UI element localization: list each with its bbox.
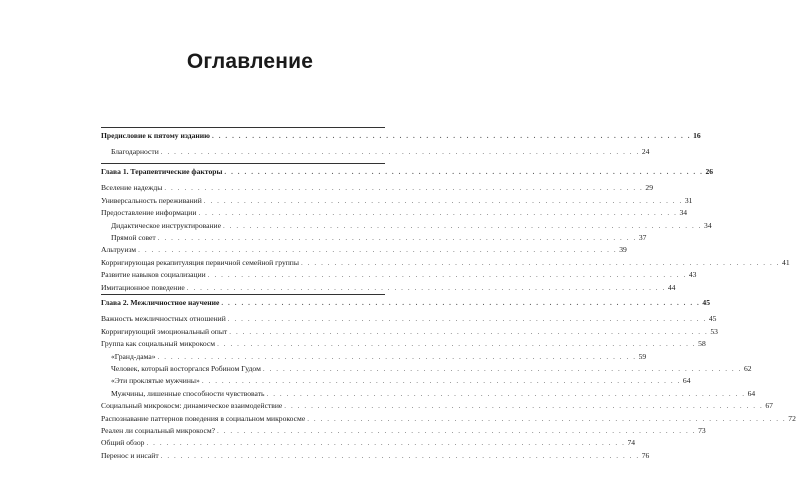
toc-entry-label: Социальный микрокосм: динамическое взаимодействие (101, 401, 283, 411)
toc-dot-leader: . . . . . . . . . . . . . . . . . . . . . . . . . . . . . . . . . . . . . . . . . . . . . . . . . . . . . . . . . . . . . . . . . . . . . . . . (221, 299, 701, 307)
toc-entry[interactable] (101, 297, 711, 309)
toc-entry-page: 72 (788, 413, 796, 423)
toc-dot-leader: . . . . . . . . . . . . . . . . . . . . . . . . . . . . . . . . . . . . . . . . . . . . . . . . . . . . . . . . . . . . . . . . . . . . . . . . (160, 451, 640, 460)
toc-entry-page: 45 (702, 298, 711, 307)
toc-entry-page: 59 (638, 351, 647, 361)
toc-entry[interactable] (111, 388, 756, 400)
toc-entry-page: 26 (705, 167, 714, 176)
toc-entry[interactable] (101, 195, 693, 207)
toc-entry[interactable] (101, 437, 636, 449)
toc-entry-page: 34 (679, 208, 688, 218)
toc-dot-leader: . . . . . . . . . . . . . . . . . . . . . . . . . . . . . . . . . . . . . . . . . . . . . . . . . . . . . . . . . . . . . . . . . . . . . . . . (198, 209, 678, 218)
toc-dot-leader: . . . . . . . . . . . . . . . . . . . . . . . . . . . . . . . . . . . . . . . . . . . . . . . . . . . . . . . . . . . . . . . . . . . . . . . . (222, 221, 703, 230)
toc-entry[interactable] (111, 220, 712, 232)
toc-entry[interactable] (101, 313, 717, 325)
toc-dot-leader: . . . . . . . . . . . . . . . . . . . . . . . . . . . . . . . . . . . . . . . . . . . . . . . . . . . . . . . . . . . . . . . . . . . . . . . . (138, 246, 618, 255)
toc-dot-leader: . . . . . . . . . . . . . . . . . . . . . . . . . . . . . . . . . . . . . . . . . . . . . . . . . . . . . . . . . . . . . . . . . . . . . . . . (217, 427, 697, 435)
toc-entry-page: 67 (765, 401, 773, 411)
toc-entry-page: 34 (704, 220, 712, 230)
toc-entry-page: 16 (693, 131, 701, 140)
toc-entry-label: Общий обзор (101, 438, 145, 448)
section-divider (101, 294, 385, 295)
toc-entry[interactable] (101, 269, 697, 281)
toc-entry-page: 62 (743, 364, 752, 373)
toc-entry-page: 73 (698, 426, 706, 435)
toc-entry-label: Мужчины, лишенные способности чувствовать (111, 388, 265, 398)
toc-entry[interactable] (101, 282, 676, 294)
toc-entry-page: 31 (684, 195, 693, 205)
toc-entry[interactable] (101, 400, 773, 412)
toc-dot-leader: . . . . . . . . . . . . . . . . . . . . . . . . . . . . . . . . . . . . . . . . . . . . . . . . . . . . . . . . . . . . . . . . . . . . . . . . (284, 402, 764, 411)
toc-dot-leader: . . . . . . . . . . . . . . . . . . . . . . . . . . . . . . . . . . . . . . . . . . . . . . . . . . . . . . . . . . . . . . . . . . . . . . . . (203, 196, 683, 205)
toc-entry[interactable] (101, 326, 718, 338)
toc-entry[interactable] (101, 413, 796, 425)
toc-dot-leader: . . . . . . . . . . . . . . . . . . . . . . . . . . . . . . . . . . . . . . . . . . . . . . . . . . . . . . . . . . . . . . . . . . . . . . . . (212, 132, 692, 140)
toc-entry[interactable] (101, 257, 790, 269)
table-of-contents (101, 0, 796, 500)
toc-entry-label: Дидактическое инструктирование (111, 220, 221, 230)
toc-dot-leader: . . . . . . . . . . . . . . . . . . . . . . . . . . . . . . . . . . . . . . . . . . . . . . . . . . . . . . . . . . . . . . . . . . . . . . . . (262, 365, 742, 373)
toc-entry-page: 39 (619, 245, 627, 255)
toc-entry[interactable] (101, 425, 706, 437)
toc-entry-label: Универсальность переживаний (101, 195, 202, 205)
toc-dot-leader: . . . . . . . . . . . . . . . . . . . . . . . . . . . . . . . . . . . . . . . . . . . . . . . . . . . . . . . . . . . . . . . . . . . . . . . . (217, 340, 697, 349)
toc-entry-label: Предисловие к пятому изданию (101, 131, 210, 140)
toc-entry-label: Реален ли социальный микрокосм? (101, 426, 215, 435)
toc-entry-page: 43 (688, 270, 697, 280)
toc-entry[interactable] (101, 244, 627, 256)
toc-entry-page: 45 (708, 314, 717, 324)
toc-entry[interactable] (101, 130, 701, 142)
toc-entry[interactable] (111, 363, 752, 375)
toc-dot-leader: . . . . . . . . . . . . . . . . . . . . . . . . . . . . . . . . . . . . . . . . . . . . . . . . . . . . . . . . . . . . . . . . . . . . . . . . (266, 389, 746, 398)
page-title: Оглавление (186, 50, 314, 73)
toc-dot-leader: . . . . . . . . . . . . . . . . . . . . . . . . . . . . . . . . . . . . . . . . . . . . . . . . . . . . . . . . . . . . . . . . . . . . . . . . (207, 271, 687, 280)
toc-dot-leader: . . . . . . . . . . . . . . . . . . . . . . . . . . . . . . . . . . . . . . . . . . . . . . . . . . . . . . . . . . . . . . . . . . . . . . . . (300, 258, 781, 267)
toc-entry-page: 74 (627, 438, 636, 448)
toc-entry[interactable] (101, 450, 650, 462)
toc-dot-leader: . . . . . . . . . . . . . . . . . . . . . . . . . . . . . . . . . . . . . . . . . . . . . . . . . . . . . . . . . . . . . . . . . . . . . . . . (224, 168, 704, 176)
toc-entry-page: 44 (667, 282, 676, 292)
toc-entry-label: Распознавание паттернов поведения в социальном микрокосме (101, 413, 306, 423)
section-divider (101, 127, 385, 128)
toc-entry[interactable] (101, 207, 688, 219)
toc-entry-page: 29 (645, 183, 653, 193)
toc-entry-label: Имитационное поведение (101, 282, 185, 292)
toc-entry[interactable] (111, 232, 647, 244)
toc-entry-label: Благодарности (111, 147, 159, 157)
toc-entry-page: 24 (641, 147, 650, 157)
toc-entry-page: 76 (641, 450, 650, 460)
toc-entry-label: «Гранд-дама» (111, 351, 156, 361)
toc-entry-label: Группа как социальный микрокосм (101, 339, 216, 349)
toc-dot-leader: . . . . . . . . . . . . . . . . . . . . . . . . . . . . . . . . . . . . . . . . . . . . . . . . . . . . . . . . . . . . . . . . . . . . . . . . (164, 184, 644, 193)
toc-entry[interactable] (101, 166, 714, 178)
toc-entry-label: Прямой совет (111, 233, 156, 242)
toc-entry-page: 41 (782, 257, 790, 267)
toc-dot-leader: . . . . . . . . . . . . . . . . . . . . . . . . . . . . . . . . . . . . . . . . . . . . . . . . . . . . . . . . . . . . . . . . . . . . . . . . (227, 315, 707, 324)
toc-entry[interactable] (111, 375, 691, 387)
toc-entry[interactable] (101, 182, 653, 194)
toc-entry-label: Человек, который восторгался Робином Гудом (111, 364, 261, 373)
toc-dot-leader: . . . . . . . . . . . . . . . . . . . . . . . . . . . . . . . . . . . . . . . . . . . . . . . . . . . . . . . . . . . . . . . . . . . . . . . . (157, 352, 637, 361)
toc-entry-label: Глава 2. Межличностное научение (101, 298, 220, 307)
toc-entry-label: Глава 1. Терапевтические факторы (101, 167, 223, 176)
toc-entry[interactable] (101, 338, 706, 350)
toc-entry-page: 64 (682, 376, 691, 386)
toc-entry[interactable] (111, 351, 647, 363)
toc-entry-label: «Эти проклятые мужчины» (111, 376, 200, 386)
toc-dot-leader: . . . . . . . . . . . . . . . . . . . . . . . . . . . . . . . . . . . . . . . . . . . . . . . . . . . . . . . . . . . . . . . . . . . . . . . . (186, 283, 666, 292)
toc-entry-label: Развитие навыков социализации (101, 270, 206, 280)
toc-dot-leader: . . . . . . . . . . . . . . . . . . . . . . . . . . . . . . . . . . . . . . . . . . . . . . . . . . . . . . . . . . . . . . . . . . . . . . . . (229, 327, 709, 336)
toc-entry-label: Важность межличностных отношений (101, 314, 226, 324)
toc-entry-label: Предоставление информации (101, 208, 197, 218)
toc-dot-leader: . . . . . . . . . . . . . . . . . . . . . . . . . . . . . . . . . . . . . . . . . . . . . . . . . . . . . . . . . . . . . . . . . . . . . . . . (146, 439, 626, 448)
toc-entry-label: Альтруизм (101, 245, 137, 255)
toc-entry-page: 37 (638, 233, 647, 242)
section-divider (101, 163, 385, 164)
toc-dot-leader: . . . . . . . . . . . . . . . . . . . . . . . . . . . . . . . . . . . . . . . . . . . . . . . . . . . . . . . . . . . . . . . . . . . . . . . . (201, 377, 681, 386)
toc-entry-label: Вселение надежды (101, 183, 163, 193)
toc-entry-label: Корригирующая рекапитуляция первичной семейной группы (101, 257, 299, 267)
toc-dot-leader: . . . . . . . . . . . . . . . . . . . . . . . . . . . . . . . . . . . . . . . . . . . . . . . . . . . . . . . . . . . . . . . . . . . . . . . . (307, 414, 787, 423)
toc-entry-page: 58 (698, 339, 706, 349)
toc-entry-page: 53 (710, 326, 718, 336)
toc-entry-label: Перенос и инсайт (101, 450, 159, 460)
toc-dot-leader: . . . . . . . . . . . . . . . . . . . . . . . . . . . . . . . . . . . . . . . . . . . . . . . . . . . . . . . . . . . . . . . . . . . . . . . . (157, 234, 637, 242)
toc-entry-label: Корригирующий эмоциональный опыт (101, 326, 228, 336)
toc-dot-leader: . . . . . . . . . . . . . . . . . . . . . . . . . . . . . . . . . . . . . . . . . . . . . . . . . . . . . . . . . . . . . . . . . . . . . . . . (160, 148, 640, 157)
toc-entry[interactable] (111, 146, 650, 158)
toc-entry-page: 64 (747, 388, 756, 398)
